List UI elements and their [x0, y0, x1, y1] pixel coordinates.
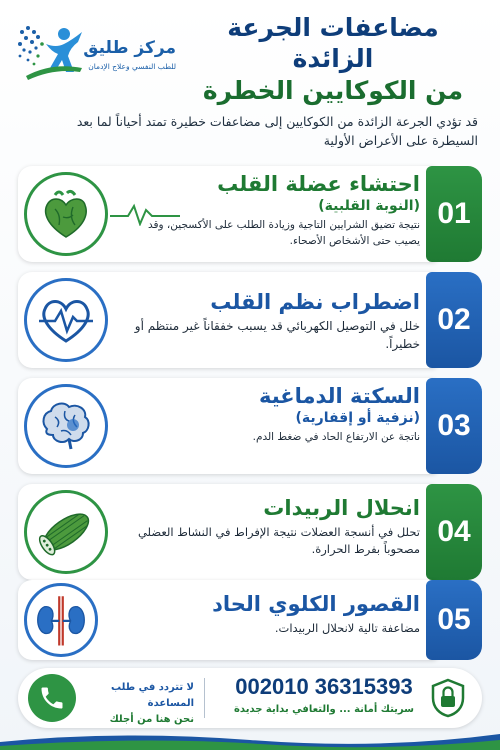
card-description: تحلل في أنسجة العضلات نتيجة الإفراط في النشاط العضلي مصحوباً بفرط الحرارة.: [137, 525, 420, 556]
card-text: [130, 290, 420, 353]
slogan: سريتك أمانة ... والتعافي بداية جديدة: [234, 704, 414, 715]
complication-card-3: [18, 378, 482, 474]
card-title: انحلال الربيدات: [263, 496, 420, 520]
help-line-1: لا تتردد في طلب المساعدة: [111, 682, 194, 709]
card-text: [130, 172, 420, 249]
card-title: اضطراب نظم القلب: [210, 290, 420, 314]
page-title: [188, 12, 478, 106]
complication-card-5: [18, 580, 482, 660]
card-subtitle: (نزفية أو إقفارية): [295, 410, 420, 427]
logo-name: مركز طليق: [83, 38, 176, 58]
card-title: السكتة الدماغية: [258, 384, 420, 408]
complication-card-2: [18, 272, 482, 368]
center-logo[interactable]: [16, 18, 176, 100]
brain-icon: [33, 393, 99, 459]
muscle-fiber-icon: [33, 499, 99, 565]
contact-footer: [18, 668, 482, 728]
card-icon-frame: [24, 384, 108, 468]
card-description: مضاعفة تالية لانحلال الربيدات.: [274, 621, 420, 636]
card-icon-frame: [24, 490, 108, 574]
card-icon-frame: [24, 583, 98, 657]
logo-subtitle: للطب النفسي وعلاج الإدمان: [88, 62, 176, 71]
shield-lock-icon: [430, 678, 466, 718]
card-text: [130, 592, 420, 637]
bottom-wave-decoration: [0, 728, 500, 750]
card-text: [130, 384, 420, 446]
intro-text: قد تؤدي الجرعة الزائدة من الكوكايين إلى مضاعفات خطيرة تمتد أحياناً لما بعد السيطرة على الأعراض الأولية: [76, 114, 478, 149]
help-message: [84, 680, 194, 728]
phone-icon: [38, 684, 66, 712]
card-number: 04: [426, 484, 482, 580]
logo-figure-icon: [16, 22, 88, 82]
card-number: 01: [426, 166, 482, 262]
privacy-shield: [426, 676, 470, 720]
help-line-2: نحن هنا من أجلك: [109, 714, 194, 725]
title-line-1: مضاعفات الجرعة الزائدة: [227, 13, 439, 74]
card-number: 05: [426, 580, 482, 660]
card-icon-frame: [24, 172, 108, 256]
heart-pulse-icon: [33, 287, 99, 353]
card-description: ناتجة عن الارتفاع الحاد في ضغط الدم.: [252, 431, 420, 444]
card-description: خلل في التوصيل الكهربائي قد يسبب خفقاناً غير منتظم أو خطيراً.: [134, 319, 420, 351]
phone-number[interactable]: 002010 36315393: [235, 674, 413, 699]
heart-anatomy-icon: [33, 181, 99, 247]
card-description: نتيجة تضيق الشرايين التاجية وزيادة الطلب على الأكسجين، وقد يصيب حتى الأشخاص الأصحاء.: [147, 219, 420, 247]
card-title: احتشاء عضلة القلب: [217, 172, 420, 196]
card-subtitle: (النوبة القلبية): [318, 198, 420, 215]
footer-divider: [204, 678, 205, 718]
card-number: 02: [426, 272, 482, 368]
card-text: [130, 496, 420, 558]
complication-card-1: [18, 166, 482, 262]
phone-call-button[interactable]: [28, 674, 76, 722]
card-number: 03: [426, 378, 482, 474]
title-line-2: من الكوكايين الخطرة: [202, 75, 464, 105]
card-icon-frame: [24, 278, 108, 362]
kidneys-icon: [32, 591, 90, 649]
card-title: القصور الكلوي الحاد: [212, 592, 420, 616]
complication-card-4: [18, 484, 482, 580]
